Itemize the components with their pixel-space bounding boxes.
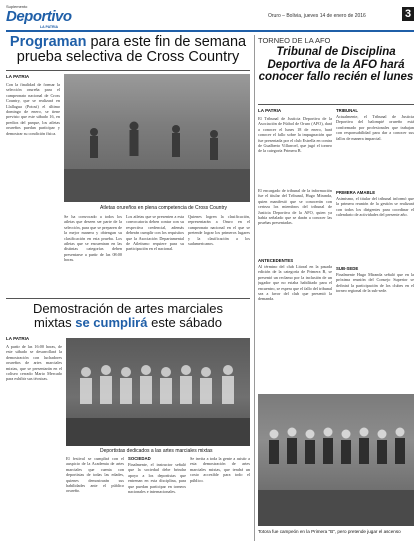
column-divider bbox=[254, 35, 255, 541]
dateline: Oruro – Bolivia, jueves 14 de enero de 2016 bbox=[268, 13, 366, 19]
left-article-rule bbox=[6, 70, 250, 71]
bottom-title-highlight: se cumplirá bbox=[75, 314, 148, 330]
brand-logo: Deportivo bbox=[6, 8, 72, 25]
right-article-col6-wrap bbox=[336, 266, 414, 390]
martial-arts-photo bbox=[66, 338, 250, 446]
right-article-col4-wrap bbox=[336, 108, 414, 186]
team-illustration bbox=[258, 394, 414, 526]
title-highlight: Programan bbox=[9, 34, 87, 50]
left-article-col3: Los atletas que se presenten a esta convocatoria deben contar con su respectiva credencial, además deberán cumplir con los requisitos que la Asociación Departamental de Atletismo requiere para su participación en el nacional. bbox=[126, 214, 184, 252]
bottom-article-subhead: SOCIEDAD bbox=[128, 456, 151, 461]
primera-amable-subhead: PRIMERA AMABLE bbox=[336, 190, 376, 195]
right-article-col5: Asimismo, el titular del tribunal informó que la primera reunión de la gestión se realizará con todos los dirigentes para coordinar el calendario de actividades del presente año. bbox=[336, 196, 414, 218]
runners-illustration bbox=[64, 74, 250, 202]
left-article-byline: LA PATRIA bbox=[6, 74, 30, 79]
bottom-article-top-rule bbox=[6, 298, 250, 299]
right-article-title: Tribunal de Disciplina Deportiva de la AFO hará conocer fallo recién el lunes bbox=[258, 46, 414, 83]
bottom-article-byline: LA PATRIA bbox=[6, 336, 30, 341]
cross-country-photo bbox=[64, 74, 250, 202]
brand-top: Suplemento bbox=[6, 4, 28, 9]
left-article-col2: Se ha convocado a todos los atletas que deseen ser parte de la selección, para que se preparen de la mejor manera y obtengan su clasificación en esta prueba. Los atletas que se encuentran en las distintas categorías deben presentarse a partir de las 08:00 horas. bbox=[64, 214, 122, 263]
page-number: 3 bbox=[402, 7, 414, 21]
right-article-rule bbox=[258, 104, 414, 105]
martial-arts-photo-caption: Deportistas dedicados a las artes marciales mixtas bbox=[100, 448, 213, 454]
antecedentes-subhead: ANTECEDENTES bbox=[258, 258, 294, 263]
bottom-title-line2b: este sábado bbox=[147, 314, 222, 330]
bottom-article-col1: A partir de las 16:00 horas, de este sábado se desarrollará la demostración con luchadores orureños de artes marciales mixtas, que se presentarán en el coliseo cerrado Mario Mercado para exhibir sus técnicas. bbox=[6, 344, 62, 382]
left-article-col4: Quienes logren la clasificación, representarán a Oruro en el campeonato nacional en el que se pretende lograr los primeros lugares y la clasificación a los sudamericanos. bbox=[188, 214, 250, 247]
group-illustration bbox=[66, 338, 250, 446]
right-article-col3: Al término del club Litoral en la pasada edición de la categoría de Primera B, se presentó un reclamo por la inclusión de un jugador que no estaba habilitado para el encuentro, se espera que el fallo del tribunal sea a favor del club que presentó la demanda. bbox=[258, 264, 332, 302]
title-rest: para este fin de semana prueba selectiva de Cross Country bbox=[16, 34, 247, 66]
football-team-photo-caption: Totora fue campeón en la Primera "B", pero pretende jugar el ascenso bbox=[258, 529, 401, 534]
bottom-article-col3-wrap bbox=[128, 456, 186, 540]
right-article-col4: Actualmente, el Tribunal de Justicia Deportiva del balompié orureño está conformado por profesionales que trabajan con responsabilidad para dar a conocer sus fallos de manera imparcial. bbox=[336, 114, 414, 141]
right-article-byline: LA PATRIA bbox=[258, 108, 282, 113]
right-article-kicker: TORNEO DE LA AFO bbox=[258, 36, 331, 45]
left-article-col1: Con la finalidad de formar la selección orureña para el campeonato nacional de Cross Country, que se realizará en Llallagua (Potosí) el último domingo de enero, se tiene previsto que este sábado 16, en predios del parque, los atletas orureños puedan participar y demostrar su condición física. bbox=[6, 82, 60, 136]
right-article-col6: Finalmente Hugo Miranda señaló que en la próxima reunión del Consejo Superior se definirá la participación de los clubes en el torneo regional de la sub-sede. bbox=[336, 272, 414, 294]
bottom-article-col2: El festival se cumplirá con el auspicio de la Academia de artes marciales que cuenta con deportistas de todas las edades, quienes demostrarán sus habilidades ante el público orureño. bbox=[66, 456, 124, 494]
left-article-title bbox=[6, 35, 250, 65]
tribunal-subhead: TRIBUNAL bbox=[336, 108, 358, 113]
right-article-col1: El Tribunal de Justicia Deportiva de la Asociación de Fútbol de Oruro (AFO), dará a conocer el lunes 18 de enero, hará conocer el fallo sobre la impugnación que fue presentada por el club Estrella en contra de Gualberto Villarroel, que jugó el torneo de la categoría Primera B. bbox=[258, 116, 332, 154]
cross-country-photo-caption: Atletas orureños en plena competencia de Cross Country bbox=[100, 205, 228, 211]
football-team-photo bbox=[258, 394, 414, 526]
bottom-title-line2 bbox=[6, 316, 250, 330]
bottom-title-line1: Demostración de artes marciales bbox=[32, 301, 224, 316]
bottom-article-col3: Finalmente, el instructor señaló que la sociedad debe brindar apoyo a los deportistas que entrenan en esta disciplina, para que puedan participar en torneos nacionales e internacionales. bbox=[128, 462, 186, 495]
right-article-col5-wrap bbox=[336, 190, 414, 262]
bottom-article-title bbox=[6, 302, 250, 329]
sub-sede-subhead: SUB-SEDE bbox=[336, 266, 359, 271]
brand-sub: LA PATRIA bbox=[40, 25, 59, 29]
bottom-article-col4: Se invita a toda la gente a asistir a esta demostración de artes marciales mixtas, que tendrá un costo accesible para todo el público. bbox=[190, 456, 250, 483]
header-rule bbox=[6, 30, 414, 32]
bottom-title-line2a: mixtas bbox=[34, 314, 76, 330]
right-article-col2: El encargado de tribunal de la información fue el titular del Tribunal, Hugo Miranda, quien manifestó que se conocerán con certeza los miembros del tribunal de Justicia Deportiva de la AFO, quien ya había señalado que se darán a conocer las pruebas presentadas. bbox=[258, 188, 332, 226]
right-article-col3-wrap bbox=[258, 258, 332, 390]
